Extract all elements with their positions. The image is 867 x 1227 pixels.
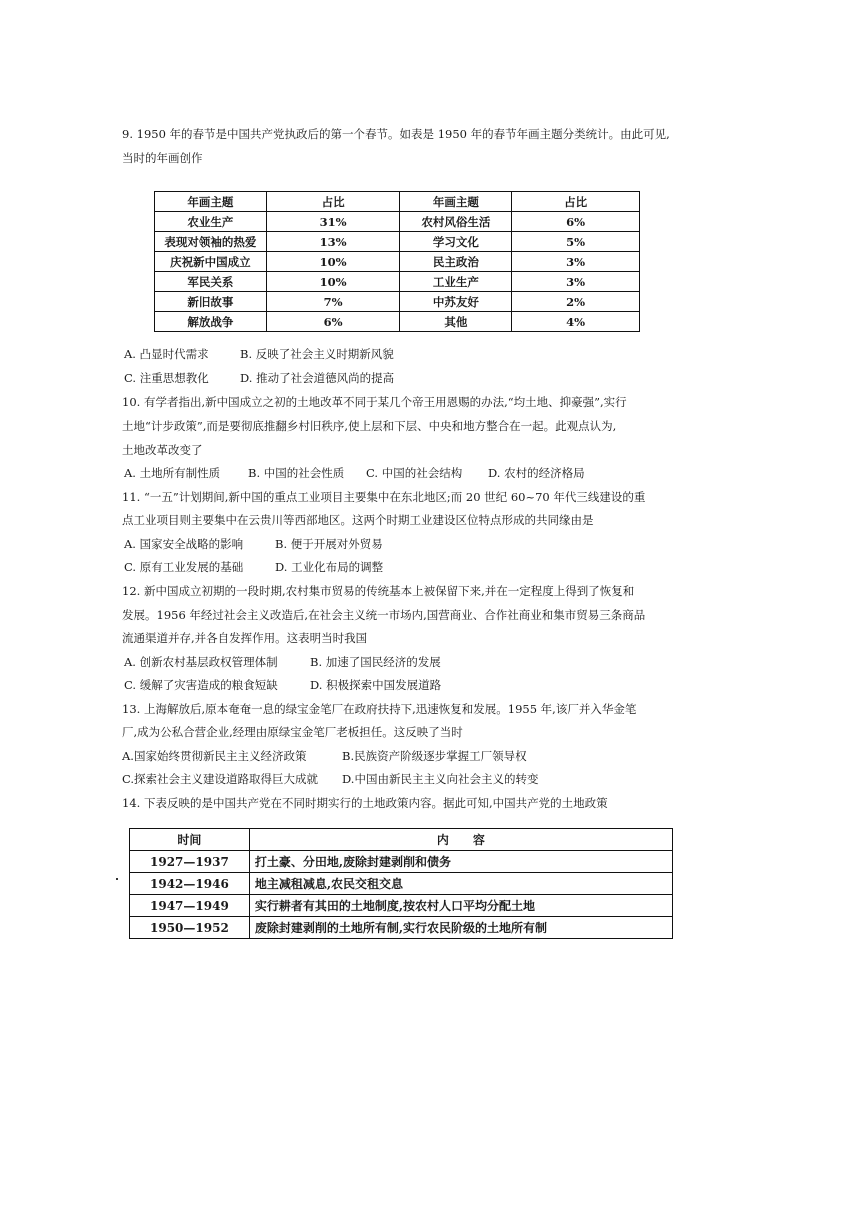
q12-stem-line3: 流通渠道并存,并各自发挥作用。这表明当时我国 xyxy=(122,631,368,645)
table-cell: 1927—1937 xyxy=(130,851,250,873)
table-cell: 7% xyxy=(266,292,400,312)
table-cell: 5% xyxy=(512,232,640,252)
table-cell: 表现对领袖的热爱 xyxy=(155,232,267,252)
q9-stem-line1: 9. 1950 年的春节是中国共产党执政后的第一个春节。如表是 1950 年的春节年画主题分类统计。由此可见, xyxy=(122,127,670,141)
q11-option-c[interactable]: C. 原有工业发展的基础 xyxy=(124,560,244,574)
table-cell: 1942—1946 xyxy=(130,873,250,895)
q14-table xyxy=(129,828,673,939)
q9-option-d[interactable]: D. 推动了社会道德风尚的提高 xyxy=(240,371,395,385)
table-cell: 新旧故事 xyxy=(155,292,267,312)
table-cell: 3% xyxy=(512,272,640,292)
q9-stem-line2: 当时的年画创作 xyxy=(122,151,203,165)
q12-option-c[interactable]: C. 缓解了灾害造成的粮食短缺 xyxy=(124,678,278,692)
table-cell: 2% xyxy=(512,292,640,312)
q10-option-b[interactable]: B. 中国的社会性质 xyxy=(248,466,345,480)
table-cell: 庆祝新中国成立 xyxy=(155,252,267,272)
q9-table xyxy=(154,191,640,332)
table-cell: 学习文化 xyxy=(400,232,512,252)
q10-option-d[interactable]: D. 农村的经济格局 xyxy=(488,466,585,480)
q13-option-a[interactable]: A.国家始终贯彻新民主主义经济政策 xyxy=(122,749,307,763)
q10-stem-line1: 10. 有学者指出,新中国成立之初的土地改革不同于某几个帝王用恩赐的办法,“均土地、抑豪强”,实行 xyxy=(122,395,627,409)
table-cell: 中苏友好 xyxy=(400,292,512,312)
table-cell: 1947—1949 xyxy=(130,895,250,917)
table-row xyxy=(155,312,640,332)
table-header-cell: 年画主题 xyxy=(400,192,512,212)
table-cell: 31% xyxy=(266,212,400,232)
q13-stem-line2: 厂,成为公私合营企业,经理由原绿宝金笔厂老板担任。这反映了当时 xyxy=(122,725,463,739)
table-cell: 4% xyxy=(512,312,640,332)
table-cell: 10% xyxy=(266,252,400,272)
table-row xyxy=(130,895,673,917)
q11-stem-line2: 点工业项目则主要集中在云贵川等西部地区。这两个时期工业建设区位特点形成的共同缘由是 xyxy=(122,513,594,527)
table-cell: 10% xyxy=(266,272,400,292)
table-cell: 农村风俗生活 xyxy=(400,212,512,232)
q13-option-d[interactable]: D.中国由新民主主义向社会主义的转变 xyxy=(342,772,539,786)
q10-option-c[interactable]: C. 中国的社会结构 xyxy=(366,466,463,480)
q11-option-a[interactable]: A. 国家安全战略的影响 xyxy=(124,537,244,551)
table-cell: 6% xyxy=(266,312,400,332)
q13-option-c[interactable]: C.探索社会主义建设道路取得巨大成就 xyxy=(122,772,319,786)
table-cell: 农业生产 xyxy=(155,212,267,232)
q12-option-b[interactable]: B. 加速了国民经济的发展 xyxy=(310,655,441,669)
table-cell: 实行耕者有其田的土地制度,按农村人口平均分配土地 xyxy=(249,895,672,917)
q10-stem-line2: 土地“计步政策”,而是要彻底推翻乡村旧秩序,使上层和下层、中央和地方整合在一起。此观点认为, xyxy=(122,419,617,433)
table-row xyxy=(155,232,640,252)
q11-option-d[interactable]: D. 工业化布局的调整 xyxy=(275,560,384,574)
q12-stem-line1: 12. 新中国成立初期的一段时期,农村集市贸易的传统基本上被保留下来,并在一定程度上得到了恢复和 xyxy=(122,584,635,598)
q9-option-c[interactable]: C. 注重思想教化 xyxy=(124,371,209,385)
scan-speck xyxy=(116,878,118,880)
q13-stem-line1: 13. 上海解放后,原本奄奄一息的绿宝金笔厂在政府扶持下,迅速恢复和发展。1955 年,该厂并入华金笔 xyxy=(122,702,637,716)
table-cell: 军民关系 xyxy=(155,272,267,292)
q11-option-b[interactable]: B. 便于开展对外贸易 xyxy=(275,537,383,551)
q14-stem-line1: 14. 下表反映的是中国共产党在不同时期实行的土地政策内容。据此可知,中国共产党的土地政策 xyxy=(122,796,608,810)
table-cell: 工业生产 xyxy=(400,272,512,292)
table-header-cell: 年画主题 xyxy=(155,192,267,212)
table-header-cell: 占比 xyxy=(266,192,400,212)
table-row xyxy=(155,212,640,232)
q13-option-b[interactable]: B.民族资产阶级逐步掌握工厂领导权 xyxy=(342,749,527,763)
table-row xyxy=(130,917,673,939)
table-header-cell: 占比 xyxy=(512,192,640,212)
table-cell: 其他 xyxy=(400,312,512,332)
q12-stem-line2: 发展。1956 年经过社会主义改造后,在社会主义统一市场内,国营商业、合作社商业和集市贸易三条商品 xyxy=(122,608,646,622)
q12-option-a[interactable]: A. 创新农村基层政权管理体制 xyxy=(124,655,278,669)
table-row xyxy=(155,252,640,272)
table-row xyxy=(130,851,673,873)
q10-option-a[interactable]: A. 土地所有制性质 xyxy=(124,466,221,480)
q9-option-b[interactable]: B. 反映了社会主义时期新风貌 xyxy=(240,347,394,361)
table-header-row xyxy=(130,829,673,851)
table-header-cell: 内 容 xyxy=(249,829,672,851)
table-cell: 打土豪、分田地,废除封建剥削和债务 xyxy=(249,851,672,873)
table-header-row xyxy=(155,192,640,212)
q11-stem-line1: 11. “一五”计划期间,新中国的重点工业项目主要集中在东北地区;而 20 世纪 60~70 年代三线建设的重 xyxy=(122,490,646,504)
table-cell: 13% xyxy=(266,232,400,252)
q12-option-d[interactable]: D. 积极探索中国发展道路 xyxy=(310,678,442,692)
q9-option-a[interactable]: A. 凸显时代需求 xyxy=(124,347,209,361)
table-row xyxy=(130,873,673,895)
table-cell: 民主政治 xyxy=(400,252,512,272)
table-cell: 解放战争 xyxy=(155,312,267,332)
table-cell: 废除封建剥削的土地所有制,实行农民阶级的土地所有制 xyxy=(249,917,672,939)
table-cell: 3% xyxy=(512,252,640,272)
table-header-cell: 时间 xyxy=(130,829,250,851)
q10-stem-line3: 土地改革改变了 xyxy=(122,443,203,457)
table-row xyxy=(155,272,640,292)
table-cell: 1950—1952 xyxy=(130,917,250,939)
table-row xyxy=(155,292,640,312)
table-cell: 6% xyxy=(512,212,640,232)
table-cell: 地主减租减息,农民交租交息 xyxy=(249,873,672,895)
